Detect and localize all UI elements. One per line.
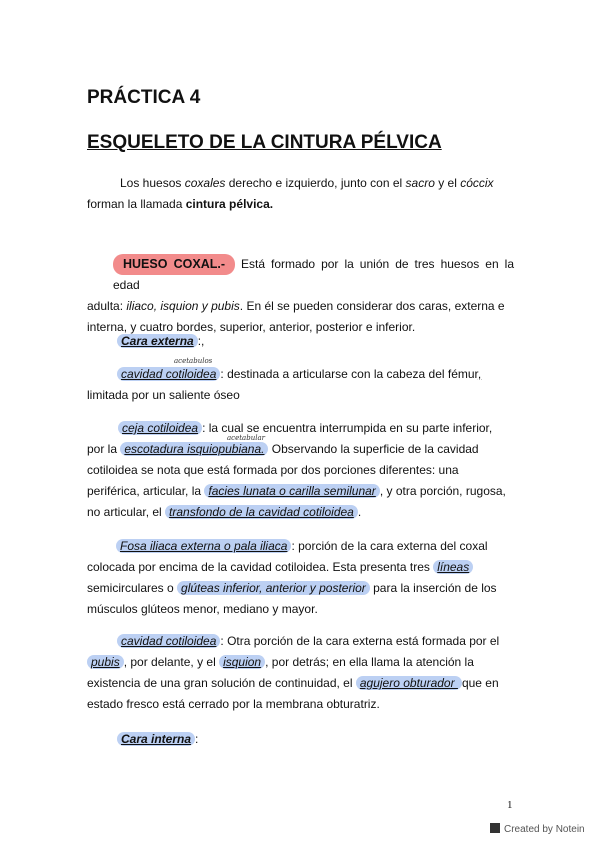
term-gluteas: glúteas inferior, anterior y posterior — [177, 581, 370, 595]
term-ceja-cotiloidea: ceja cotiloidea — [118, 421, 202, 435]
chapter-title: ESQUELETO DE LA CINTURA PÉLVICA — [87, 132, 442, 153]
ceja-cotiloidea-paragraph: ceja cotiloidea : la cual se encuentra interrumpida en su parte inferior, por la escotadura isquiopubiana. Observando la superficie de la cavidad cotiloidea se nota que está formada por dos porciones diferentes: una periférica, articular, la facies lunata o carilla semilunar , y otra porción, rugosa, no articular, el transfondo de la cavidad cotiloidea . — [87, 421, 506, 519]
cavidad-cotiloidea-2-paragraph: cavidad cotiloidea : Otra porción de la cara externa está formada por el pubis , por delante, y el isquion , por detrás; en ella llama la atención la existencia de una gran solución de continuidad, el agujero obturador que en estado fresco está cerrado por la membrana obturatriz. — [87, 634, 500, 711]
term-fosa-iliaca: Fosa iliaca externa o pala iliaca — [116, 539, 291, 553]
term-cavidad-cotiloidea: cavidad cotiloidea — [117, 367, 220, 381]
hueso-coxal-label: HUESO COXAL.- — [113, 254, 235, 275]
term-lineas: líneas — [433, 560, 473, 574]
term-transfondo: transfondo de la cavidad cotiloidea — [165, 505, 358, 519]
term-facies-lunata: facies lunata o carilla semilunar — [204, 484, 379, 498]
handwritten-note: acetabulos — [174, 357, 213, 365]
footer-credit: Created by Notein — [490, 823, 585, 835]
hueso-coxal-paragraph: HUESO COXAL.- Está formado por la unión de tres huesos en la edad adulta: iliaco, isquion y pubis. En él se pueden considerar dos caras, externa e interna, y cuatro bordes, superior, anterior, posterior e inferior. — [87, 254, 514, 338]
handwritten-note-2: acetabular — [227, 434, 265, 442]
notein-logo-icon — [490, 823, 500, 833]
cara-interna-heading: Cara interna : — [117, 729, 198, 750]
cara-externa-heading: Cara externa :, — [117, 331, 204, 352]
term-escotadura: escotadura isquiopubiana. — [120, 442, 268, 456]
intro-paragraph: Los huesos coxales derecho e izquierdo, junto con el sacro y el cóccix forman la llamada cintura pélvica. — [87, 176, 494, 211]
cavidad-cotiloidea-paragraph: cavidad cotiloidea : destinada a articularse con la cabeza del fémur, limitada por un saliente óseo — [87, 367, 482, 402]
term-pubis: pubis — [87, 655, 124, 669]
practice-title: PRÁCTICA 4 — [87, 87, 201, 108]
page-number: 1 — [507, 799, 513, 811]
term-isquion: isquion — [219, 655, 265, 669]
term-cavidad-cotiloidea-2: cavidad cotiloidea — [117, 634, 220, 648]
fosa-iliaca-paragraph: Fosa iliaca externa o pala iliaca : porción de la cara externa del coxal colocada por encima de la cavidad cotiloidea. Esta presenta tres líneas semicirculares o glúteas inferior, anterior y posterior para la inserción de los músculos glúteos menor, mediano y mayor. — [87, 539, 497, 616]
term-agujero-obturador: agujero obturador — [356, 676, 462, 690]
